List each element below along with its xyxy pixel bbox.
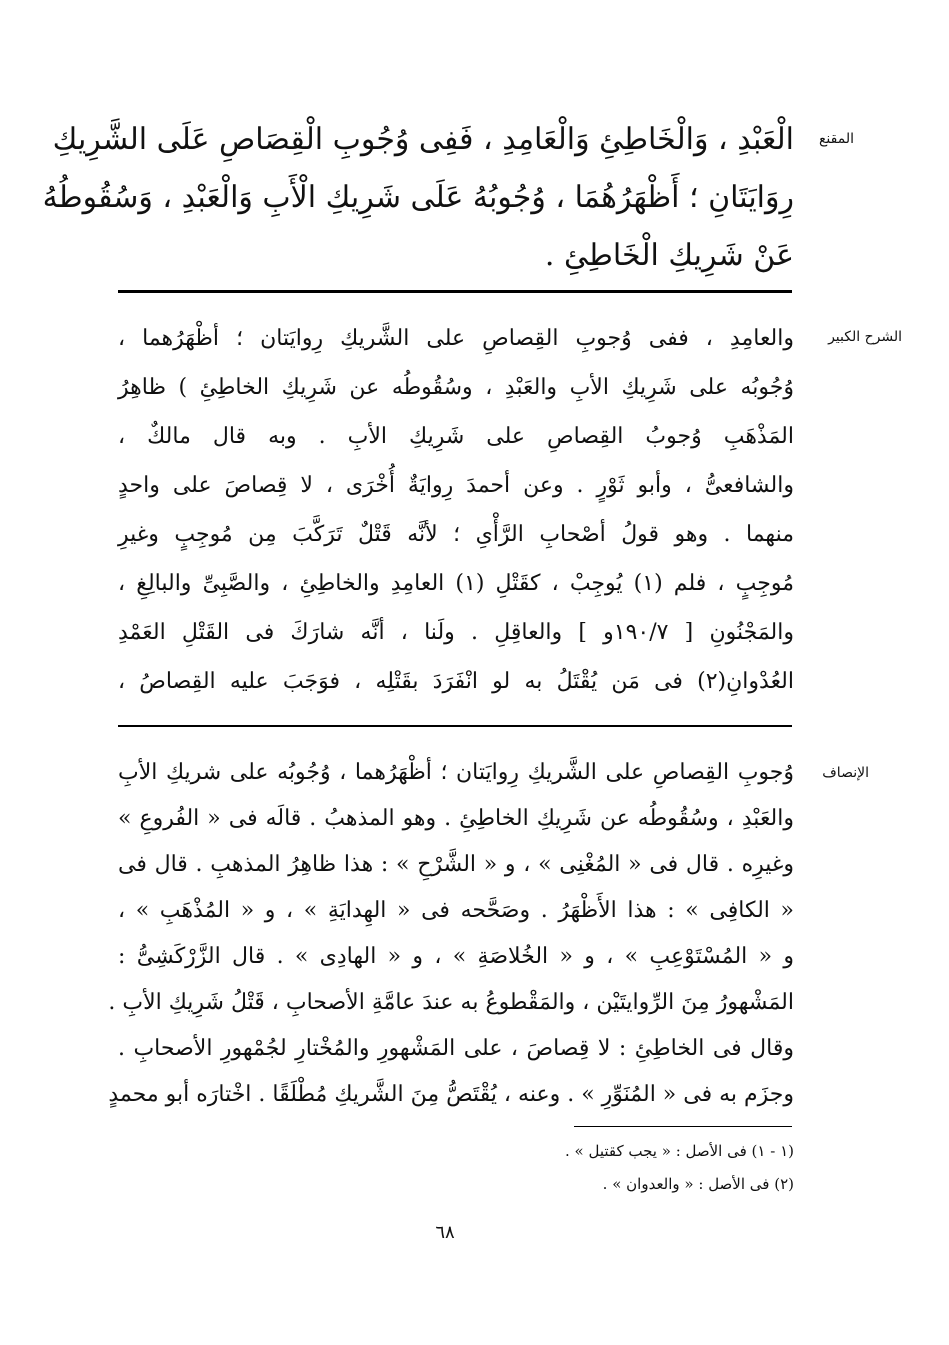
section-label-sharh: الشرح الكبير — [828, 329, 902, 345]
muqni-text — [42, 111, 794, 285]
page-number: ٦٨ — [435, 1222, 455, 1243]
text-line: والمَجْنُونِ [ ١٩٠/٧و ] والعاقِلِ . ولَنا ، أنَّه شارَكَ فى القَتْلِ العَمْدِ — [118, 620, 794, 645]
text-line: وُجُوبُه على شَرِيكِ الأبِ والعَبْدِ ، وسُقُوطُه عن شَرِيكِ الخاطِئِ ) ظاهِرُ — [118, 375, 794, 400]
footnote: (١ - ١) فى الأصل : « يجب كقتيل » . — [565, 1142, 794, 1160]
text-line: العُدْوانِ(٢) فى مَن يُقْتَلُ به لو انْفَرَدَ بقَتْلِه ، فوَجَبَ عليه القِصاصُ ، — [118, 669, 794, 694]
section-divider-thick — [118, 290, 792, 293]
footnote-divider — [574, 1126, 792, 1127]
footnotes — [118, 1135, 794, 1201]
text-line: منهما . وهو قولُ أصْحابِ الرَّأْىِ ؛ لأنَّه قَتْلٌ تَرَكَّبَ مِن مُوجِبٍ وغيرِ — [118, 522, 794, 547]
section-label-muqni: المقنع — [818, 131, 854, 147]
text-line: وقال فى الخاطِئِ : لا قِصاصَ ، على المَشْهورِ والمُخْتارِ لجُمْهورِ الأصحابِ . — [118, 1036, 794, 1061]
text-line: وُجوبِ القِصاصِ على الشَّريكِ رِوايَتان ؛ أظْهَرُهما ، وُجُوبُه على شريكِ الأبِ — [118, 760, 794, 785]
text-line: المَذْهَبِ وُجوبُ القِصاصِ على شَرِيكِ الأبِ . وبه قال مالكٌ ، — [118, 424, 794, 449]
text-line: « الكافِى » : هذا الأَظْهَرُ . وصَحَّحه فى « الهِدايَةِ » ، و « المُذْهَبِ » ، — [118, 898, 795, 923]
insaf-text — [108, 750, 795, 1118]
text-line: رِوَايَتَانِ ؛ أَظْهَرُهُمَا ، وُجُوبُهُ عَلَى شَرِيكِ الْأَبِ وَالْعَبْدِ ، وَسُقُوطُهُ — [42, 180, 794, 215]
text-line: وجزَم به فى « المُنَوِّرِ » . وعنه ، يُقْتَصُّ مِنَ الشَّريكِ مُطْلَقًا . اخْتارَه أبو محمدٍ — [108, 1082, 794, 1107]
text-line: والعَبْدِ ، وسُقُوطُه عن شَرِيكِ الخاطِئِ . وهو المذهبُ . قالَه فى « الفُروعِ » — [118, 806, 794, 831]
text-line: والعامِدِ ، ففى وُجوبِ القِصاصِ على الشَّريكِ رِوايَتان ؛ أظْهَرُهما ، — [118, 326, 794, 351]
section-divider-thin — [118, 725, 792, 727]
text-line: و « المُسْتَوْعِبِ » ، و « الخُلاصَةِ » ، و « الهادِى » . قال الزَّرْكَشِىُّ : — [118, 944, 794, 969]
sharh-text — [118, 314, 794, 706]
text-line: والشافعىُّ ، وأبو ثَوْرٍ . وعن أحمدَ رِوايَةٌ أُخْرَى ، لا قِصاصَ على واحدٍ — [118, 473, 794, 498]
text-line: وغيرِه . قال فى « المُغْنِى » ، و « الشَّرْحِ » : هذا ظاهِرُ المذهبِ . قال فى — [118, 852, 794, 877]
text-line: الْعَبْدِ ، وَالْخَاطِئِ وَالْعَامِدِ ، فَفِى وُجُوبِ الْقِصَاصِ عَلَى الشَّرِيكِ — [52, 122, 794, 157]
text-line: مُوجِبٍ ، فلم (١) يُوجِبْ ، كقَتْلِ (١) العامِدِ والخاطِئِ ، والصَّبِىِّ والبالِغِ ، — [118, 571, 794, 596]
section-label-insaf: الإنصاف — [822, 765, 869, 781]
footnote: (٢) فى الأصل : « والعدوان » . — [602, 1175, 794, 1193]
text-line: المَشْهورُ مِنَ الرِّوايتَيْن ، والمَقْطوعُ به عندَ عامَّةِ الأصحابِ ، قَتْلُ شَرِيكِ الأبِ . — [108, 990, 794, 1015]
text-line: عَنْ شَرِيكِ الْخَاطِئِ . — [544, 238, 794, 273]
